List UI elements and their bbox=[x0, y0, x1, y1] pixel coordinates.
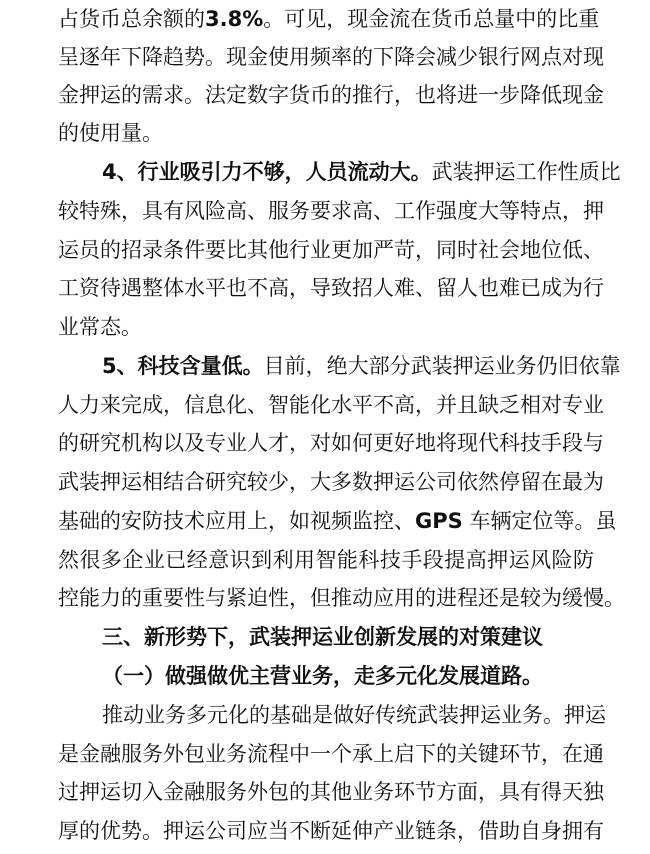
paragraph-4-line-3: 过押运切入金融服务外包的其他业务环节方面，具有得天独 bbox=[58, 780, 604, 804]
text-segment: 基础的安防技术应用上，如视频监控、 bbox=[58, 509, 415, 533]
point-5-title: 5、科技含量低。 bbox=[102, 354, 264, 378]
subheading-1: （一）做强做优主营业务，走多元化发展道路。 bbox=[102, 664, 543, 688]
text-segment: 占货币总余额的 bbox=[58, 7, 205, 31]
text-segment: 目前，绝大部分武装押运业务仍旧依靠 bbox=[263, 354, 621, 378]
gps-term: GPS bbox=[415, 509, 463, 533]
paragraph-2-line-5: 业常态。 bbox=[58, 315, 142, 339]
section-heading-3: 三、新形势下，武装押运业创新发展的对策建议 bbox=[102, 625, 543, 649]
text-segment: 。可见，现金流在货币总量中的比重 bbox=[263, 7, 600, 31]
paragraph-3-line-5 bbox=[58, 506, 617, 536]
paragraph-1-line-4: 的使用量。 bbox=[58, 121, 163, 145]
paragraph-1-line-3: 金押运的需求。法定数字货币的推行，也将进一步降低现金 bbox=[58, 83, 604, 107]
paragraph-3-line-3: 的研究机构以及专业人才，对如何更好地将现代科技手段与 bbox=[58, 431, 604, 455]
paragraph-4-line-2: 是金融服务外包业务流程中一个承上启下的关键环节，在通 bbox=[58, 742, 604, 766]
paragraph-3-line-1 bbox=[102, 351, 621, 381]
paragraph-1-line-1 bbox=[58, 4, 600, 34]
paragraph-2-line-1 bbox=[102, 157, 621, 187]
text-segment: 车辆定位等。虽 bbox=[462, 509, 617, 533]
paragraph-2-line-3: 运员的招录条件要比其他行业更加严苛，同时社会地位低、 bbox=[58, 238, 604, 262]
paragraph-4-line-4: 厚的优势。押运公司应当不断延伸产业链条，借助自身拥有 bbox=[58, 819, 604, 843]
percentage-value: 3.8% bbox=[205, 7, 264, 31]
text-segment: 武装押运工作性质比 bbox=[431, 160, 621, 184]
paragraph-2-line-4: 工资待遇整体水平也不高，导致招人难、留人也难已成为行 bbox=[58, 276, 604, 300]
paragraph-3-line-7: 控能力的重要性与紧迫性，但推动应用的进程还是较为缓慢。 bbox=[58, 586, 625, 610]
paragraph-3-line-4: 武装押运相结合研究较少，大多数押运公司依然停留在最为 bbox=[58, 470, 604, 494]
paragraph-1-line-2: 呈逐年下降趋势。现金使用频率的下降会减少银行网点对现 bbox=[58, 45, 604, 69]
paragraph-2-line-2: 较特殊，具有风险高、服务要求高、工作强度大等特点，押 bbox=[58, 199, 604, 223]
point-4-title: 4、行业吸引力不够，人员流动大。 bbox=[102, 160, 432, 184]
paragraph-3-line-6: 然很多企业已经意识到利用智能科技手段提高押运风险防 bbox=[58, 548, 594, 572]
paragraph-4-line-1: 推动业务多元化的基础是做好传统武装押运业务。押运 bbox=[102, 703, 606, 727]
paragraph-3-line-2: 人力来完成，信息化、智能化水平不高，并且缺乏相对专业 bbox=[58, 393, 604, 417]
